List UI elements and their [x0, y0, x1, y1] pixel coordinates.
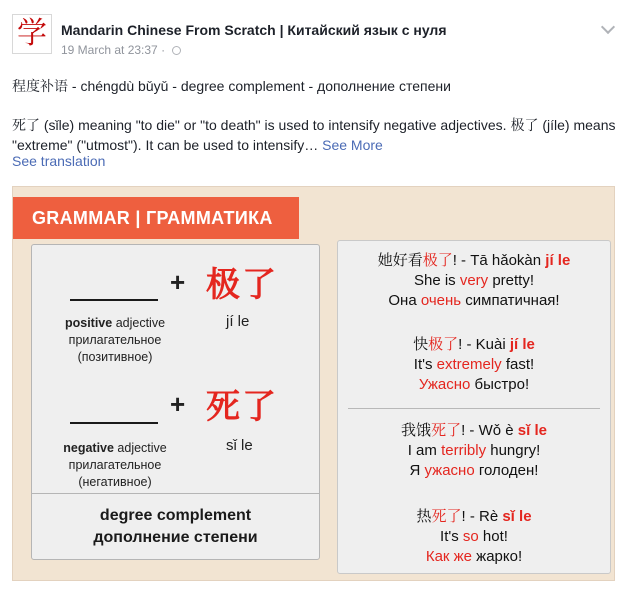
example-3-russian — [338, 461, 610, 481]
examples-divider — [348, 408, 600, 409]
example-2-en-pre: It's — [413, 356, 437, 373]
example-3-zh-pre: 我饿 — [401, 422, 432, 439]
example-2-russian — [338, 375, 610, 395]
example-4-en-pre: It's — [440, 528, 463, 545]
footer-russian: дополнение степени — [93, 528, 258, 546]
negative-adj-word: adjective — [113, 441, 167, 455]
example-4-russian — [338, 547, 610, 567]
avatar-character: 学 — [17, 16, 47, 51]
example-2-zh-highlight: 极了 — [428, 336, 459, 353]
example-2-zh-pre: 快 — [413, 336, 429, 353]
positive-plus-sign: + — [170, 267, 186, 297]
example-3-english — [338, 441, 610, 461]
example-2-pinyin-highlight: jí le — [509, 336, 535, 353]
negative-adj-line — [54, 440, 176, 457]
positive-adj-line — [54, 315, 176, 332]
example-1-en-highlight: very — [459, 272, 489, 289]
page-name-link[interactable]: Mandarin Chinese From Scratch | Китайский язык с нуля — [61, 22, 447, 38]
example-2-english — [338, 355, 610, 375]
example-2-zh-post: ! - Kuài — [458, 336, 510, 353]
example-4-zh-pre: 热 — [416, 508, 432, 525]
post-header — [12, 14, 615, 64]
degree-complement-footer — [32, 493, 319, 559]
pattern-panel — [31, 244, 320, 560]
example-2-en-post: fast! — [501, 356, 535, 373]
example-1-russian — [338, 291, 610, 311]
post-meta: 19 March at 23:37 · — [61, 43, 181, 57]
example-3-en-post: hungry! — [486, 442, 541, 459]
footer-english: degree complement — [99, 506, 252, 524]
example-1-english — [338, 271, 610, 291]
see-more-link[interactable]: See More — [322, 137, 383, 153]
example-3-pinyin-highlight: sǐ le — [517, 422, 547, 439]
positive-ru-paren: (позитивное) — [77, 350, 153, 364]
negative-description — [54, 440, 176, 491]
example-4-english — [338, 527, 610, 547]
example-1 — [338, 251, 610, 311]
example-3-ru-highlight: ужасно — [424, 462, 475, 479]
negative-word: negative — [63, 441, 114, 455]
example-3-en-highlight: terribly — [441, 442, 487, 459]
grammar-card-image[interactable] — [12, 186, 615, 581]
negative-ru-paren: (негативное) — [78, 475, 152, 489]
example-1-en-pre: She is — [413, 272, 460, 289]
negative-pattern-chars: 死了 — [206, 387, 278, 427]
example-4-chinese — [338, 507, 610, 527]
post-timestamp[interactable]: 19 March at 23:37 — [61, 43, 158, 57]
example-2 — [338, 335, 610, 395]
example-3-zh-post: ! - Wǒ è — [461, 422, 518, 439]
globe-icon — [172, 46, 181, 55]
example-2-chinese — [338, 335, 610, 355]
post-text-body: 死了 (sǐle) meaning "to die" or "to death" is used to intensify negative adjectives. 极了 (jíle) means "extreme" ("utmost"). It can be used to intensify… — [12, 117, 616, 153]
post-text-line-1: 程度补语 - chéngdù bǔyǔ - degree complement - дополнение степени — [12, 78, 451, 94]
negative-blank-line — [70, 422, 158, 424]
positive-pinyin: jí le — [226, 313, 250, 330]
example-3-ru-pre: Я — [409, 462, 425, 479]
example-1-en-post: pretty! — [488, 272, 535, 289]
example-2-ru-post: быстро! — [470, 376, 530, 393]
example-4-ru-highlight: Как же — [425, 548, 473, 565]
example-2-en-highlight: extremely — [436, 356, 502, 373]
example-4 — [338, 507, 610, 567]
positive-word: positive — [64, 316, 113, 330]
examples-panel — [337, 240, 611, 574]
see-translation-link[interactable]: See translation — [12, 153, 106, 169]
chevron-down-icon[interactable] — [601, 22, 615, 36]
example-3 — [338, 421, 610, 481]
positive-adj-word: adjective — [112, 316, 166, 330]
positive-ru-line: прилагательное — [68, 333, 162, 347]
example-3-chinese — [338, 421, 610, 441]
post-text — [12, 76, 617, 155]
example-1-zh-highlight: 极了 — [422, 252, 453, 269]
negative-plus-sign: + — [170, 389, 186, 419]
example-3-en-pre: I am — [407, 442, 442, 459]
example-4-en-post: hot! — [478, 528, 508, 545]
example-3-zh-highlight: 死了 — [431, 422, 462, 439]
example-1-ru-post: симпатичная! — [461, 292, 560, 309]
page-avatar[interactable] — [12, 14, 52, 54]
example-1-pinyin-highlight: jí le — [545, 252, 571, 269]
example-4-en-highlight: so — [462, 528, 479, 545]
example-1-ru-pre: Она — [388, 292, 421, 309]
grammar-tab-banner: GRAMMAR | ГРАММАТИКА — [13, 197, 299, 239]
positive-description — [54, 315, 176, 366]
post-text-line-2 — [12, 115, 617, 155]
example-3-ru-post: голоден! — [474, 462, 539, 479]
example-1-chinese — [338, 251, 610, 271]
example-4-zh-post: ! - Rè — [461, 508, 503, 525]
example-1-zh-post: ! - Tā hǎokàn — [452, 252, 546, 269]
example-2-ru-highlight: Ужасно — [418, 376, 471, 393]
positive-blank-line — [70, 299, 158, 301]
example-4-pinyin-highlight: sǐ le — [502, 508, 532, 525]
negative-pinyin: sǐ le — [226, 437, 253, 454]
example-1-ru-highlight: очень — [420, 292, 462, 309]
example-4-ru-post: жарко! — [472, 548, 523, 565]
negative-ru-line: прилагательное — [68, 458, 162, 472]
example-4-zh-highlight: 死了 — [431, 508, 462, 525]
paragraph-gap — [12, 96, 617, 115]
example-1-zh-pre: 她好看 — [377, 252, 423, 269]
positive-pattern-chars: 极了 — [206, 265, 278, 305]
